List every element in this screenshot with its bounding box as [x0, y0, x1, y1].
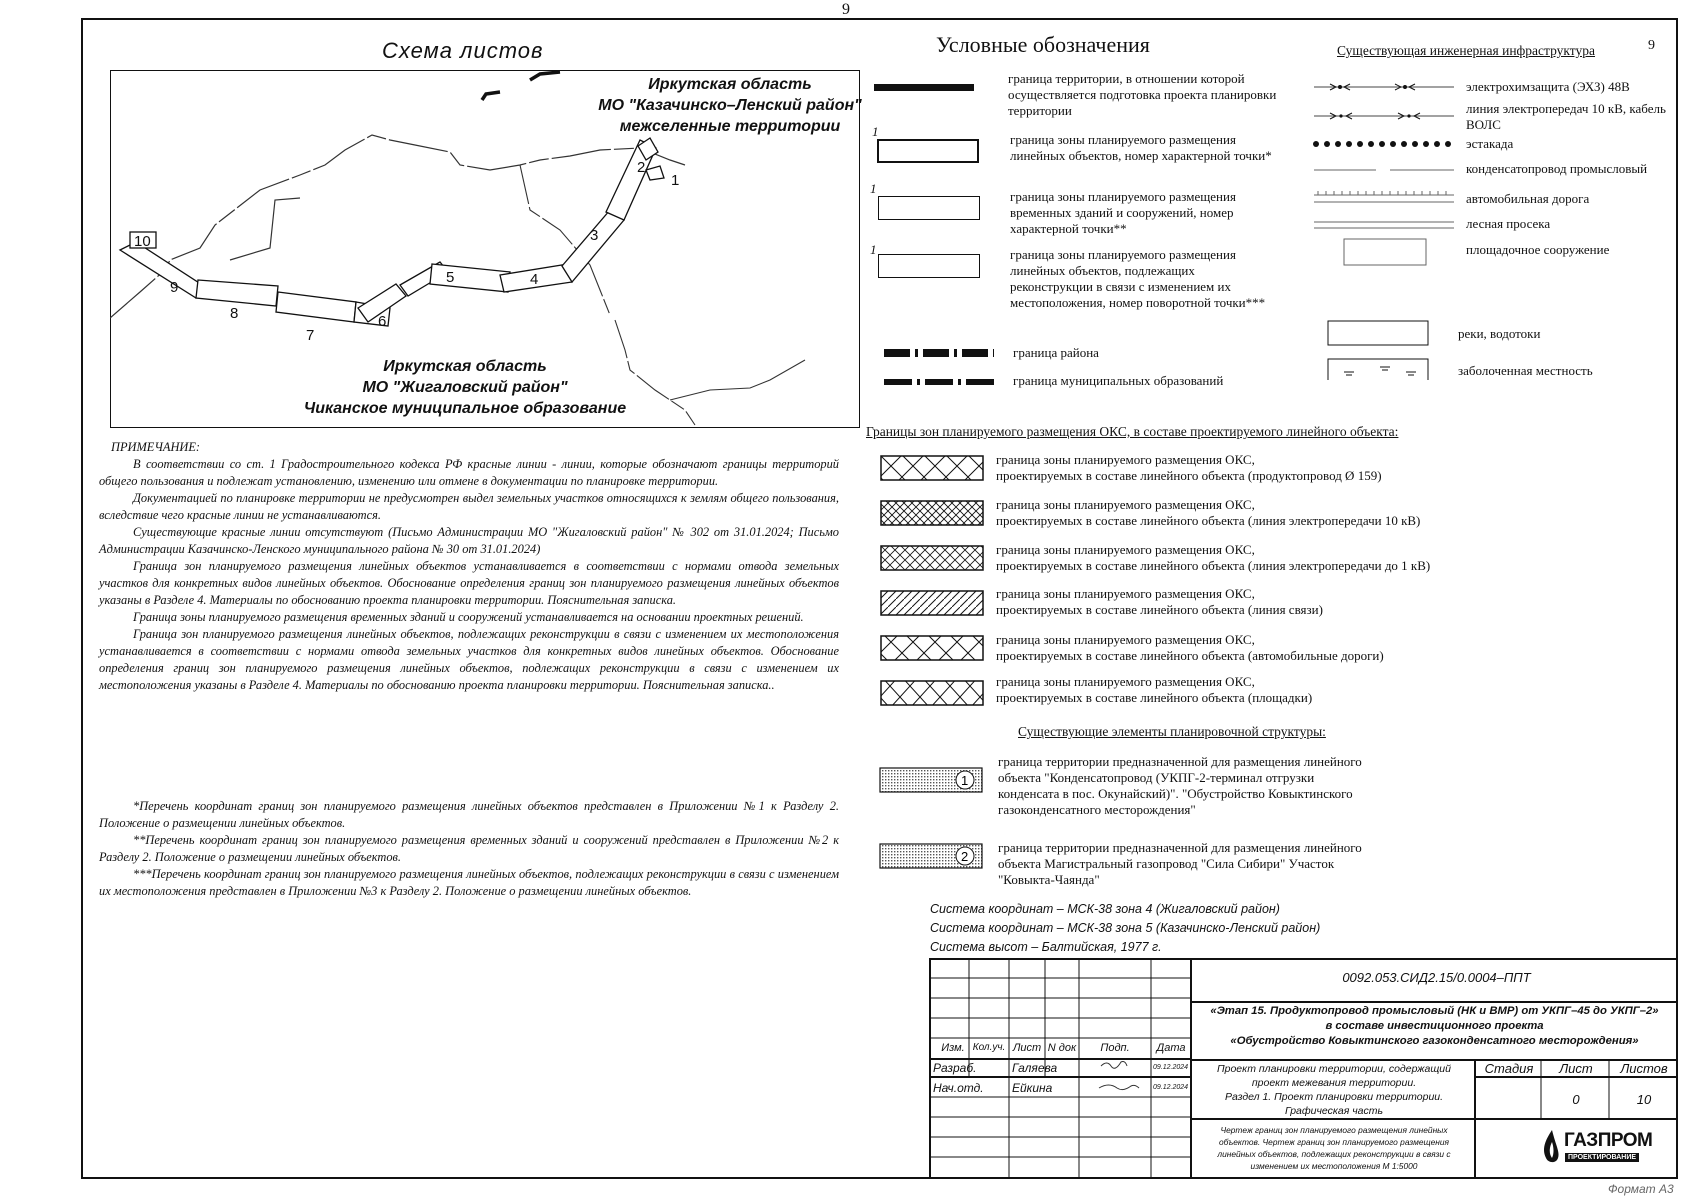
header-kol: Кол.уч. — [972, 1042, 1006, 1053]
forest-clearing-icon — [1314, 222, 1454, 228]
infra-text-ehz: электрохимзащита (ЭХЗ) 48В — [1466, 79, 1630, 94]
note-paragraph: Граница зон планируемого размещения линейных объектов устанавливается в соответствии с нормами отвода земельных участков для конкретных видов линейных объектов. Обоснование определения границ зон планируемого размещения линейных объектов указаны в Разделе 4. Материалы по обоснованию проекта планировки территории. Пояснительная записка. — [99, 559, 839, 607]
coord-systems — [930, 900, 1320, 957]
existing-line: объекта Магистральный газопровод "Сила Сибири" Участок — [998, 856, 1335, 871]
legend-text-reconstruction: граница зоны планируемого размещения линейных объектов, подлежащих реконструкции в связи с изменением их местоположения, номер поворотной точки*** — [1010, 247, 1266, 310]
oks-item-line: проектируемых в составе линейного объекта (линия электропередачи до 1 кВ) — [996, 558, 1431, 573]
notes-body — [99, 456, 839, 694]
infra-text-river: реки, водотоки — [1458, 326, 1541, 341]
reconstruction-swatch — [878, 254, 980, 278]
page-number-top: 9 — [842, 1, 850, 18]
oks-swatches — [880, 455, 984, 707]
project-title — [1191, 1004, 1678, 1049]
project-title-line: в составе инвестиционного проекта — [1325, 1020, 1544, 1032]
sheet-label-4: 4 — [530, 271, 539, 288]
row-role-2: Нач.отд. — [933, 1081, 984, 1095]
legend-text-district: граница района — [1013, 345, 1099, 360]
oks-item-4 — [996, 586, 1323, 618]
infra-text-swamp: заболоченная местность — [1458, 363, 1593, 378]
existing-line: граница территории предназначенной для размещения линейного — [998, 840, 1362, 855]
company-name: ГАЗПРОМ — [1564, 1130, 1653, 1151]
row-name-2: Ейкина — [1012, 1081, 1053, 1095]
row-date-1: 09.12.2024 — [1153, 1064, 1189, 1071]
region-north-line: межселенные территории — [619, 118, 841, 135]
section-title-line: Графическая часть — [1284, 1105, 1384, 1117]
project-title-line: «Обустройство Ковыктинского газоконденсатного месторождения» — [1230, 1035, 1639, 1047]
infra-text-clearing: лесная просека — [1466, 216, 1551, 231]
region-north-line: МО "Казачинско–Ленский район" — [598, 97, 862, 114]
region-south-label — [300, 356, 630, 419]
oks-item-line: проектируемых в составе линейного объекта (линия связи) — [996, 602, 1323, 617]
sheets-label: Листов — [1620, 1061, 1668, 1076]
existing-line: граница территории предназначенной для размещения линейного — [998, 754, 1362, 769]
sheet-label-10: 10 — [134, 233, 151, 250]
sheet-value: 0 — [1572, 1092, 1580, 1107]
existing-line: газоконденсатного месторождения" — [998, 802, 1196, 817]
temp-buildings-swatch — [878, 196, 980, 220]
infra-text-site: площадочное сооружение — [1466, 242, 1610, 257]
oks-item-line: проектируемых в составе линейного объекта (автомобильные дороги) — [996, 648, 1384, 663]
drawing-title-line: изменением их местоположения М 1:5000 — [1250, 1161, 1418, 1171]
territory-border-swatch — [874, 84, 974, 91]
section-title-line: проект межевания территории. — [1251, 1077, 1417, 1089]
sheet-label: Лист — [1559, 1061, 1593, 1076]
header-podp: Подп. — [1100, 1042, 1130, 1054]
coord-system-line: Система координат – МСК-38 зона 4 (Жигаловский район) — [930, 902, 1280, 916]
project-title-line: «Этап 15. Продуктопровод промысловый (НК и ВМР) от УКПГ–45 до УКПГ–2» — [1210, 1005, 1659, 1017]
section-title — [1193, 1062, 1475, 1118]
notes-heading: ПРИМЕЧАНИЕ: — [111, 440, 201, 454]
row-role-1: Разраб. — [933, 1061, 977, 1075]
scheme-title: Схема листов — [382, 38, 544, 63]
sheets-value: 10 — [1636, 1092, 1652, 1107]
existing-line: конденсата в пос. Окунайский)". "Обустройство Ковыктинского — [998, 786, 1353, 801]
infra-text-road: автомобильная дорога — [1466, 191, 1590, 206]
header-list: Лист — [1012, 1042, 1042, 1054]
existing-line: "Ковыкта-Чаянда" — [998, 872, 1100, 887]
sheet-label-2: 2 — [637, 159, 646, 176]
road-icon — [1314, 191, 1454, 202]
infrastructure-swatches — [1310, 80, 1458, 380]
region-north-line: Иркутская область — [648, 76, 812, 93]
oks-item-line: граница зоны планируемого размещения ОКС, — [996, 632, 1255, 647]
legend-text-linear-zone: граница зоны планируемого размещения линейных объектов, номер характерной точки* — [1010, 132, 1272, 163]
company-logo — [1540, 1128, 1660, 1168]
stage-label: Стадия — [1484, 1061, 1534, 1076]
oks-item-1 — [996, 452, 1382, 484]
river-icon — [1328, 321, 1428, 345]
legend-marker-2: 1 — [870, 181, 877, 196]
infrastructure-title: Существующая инженерная инфраструктура — [1337, 43, 1596, 58]
oks-swatch-sites — [881, 681, 983, 705]
swamp-icon — [1328, 359, 1428, 380]
existing-swatches — [879, 767, 985, 871]
note-paragraph: В соответствии со ст. 1 Градостроительного кодекса РФ красные линии - линии, которые обозначают границы территорий общего пользования и подлежат установлению, изменению или отмене в документации по планировке территории. — [99, 457, 839, 488]
existing-item-2 — [998, 840, 1362, 888]
oks-item-3 — [996, 542, 1430, 574]
district-border-swatch — [884, 348, 994, 358]
oks-item-5 — [996, 632, 1384, 664]
sheet-label-1: 1 — [671, 172, 680, 189]
region-south-line: Чиканское муниципальное образование — [303, 400, 627, 417]
header-izm: Изм. — [941, 1042, 965, 1054]
infra-text-condensate: конденсатопровод промысловый — [1466, 161, 1648, 176]
section-title-line: Проект планировки территории, содержащий — [1217, 1063, 1451, 1075]
legend-marker-1: 1 — [872, 124, 879, 139]
oks-title: Границы зон планируемого размещения ОКС, в составе проектируемого линейного объекта: — [866, 424, 1399, 439]
existing-line: объекта "Конденсатопровод (УКПГ-2-терминал отгрузки — [998, 770, 1315, 785]
footnote: ***Перечень координат границ зон планируемого размещения линейных объектов, подлежащих реконструкции в связи с изменением их местоположения представлен в Приложении №3 к Разделу 2. Положение о размещении линейных объектов. — [99, 867, 839, 898]
oks-swatch-roads — [881, 636, 983, 660]
estacade-icon — [1313, 141, 1451, 147]
legend-title: Условные обозначения — [936, 32, 1150, 57]
drawing-title — [1193, 1124, 1475, 1172]
infra-text-estacade: эстакада — [1466, 136, 1514, 151]
oks-item-line: граница зоны планируемого размещения ОКС, — [996, 497, 1255, 512]
header-date: Дата — [1156, 1042, 1186, 1054]
sheet-label-7: 7 — [306, 327, 315, 344]
legend-text-temp-buildings: граница зоны планируемого размещения временных зданий и сооружений, номер характерной точки** — [1010, 189, 1236, 236]
drawing-title-line: объектов. Чертеж границ зон планируемого размещения — [1218, 1137, 1450, 1147]
note-paragraph: Документацией по планировке территории не предусмотрен выдел земельных участков относящихся к землям общего пользования, вследствие чего красные линии не устанавливаются. — [99, 491, 839, 522]
existing-item-1 — [998, 754, 1362, 818]
note-paragraph: Граница зон планируемого размещения линейных объектов, подлежащих реконструкции в связи с изменением их местоположения устанавливается в соответствии с нормами отвода земельных участков для конкретных видов линейных объектов. Обоснование определения границ зон планируемого размещения линейных объектов, подлежащих реконструкции в связи с изменением их местоположения указаны в Разделе 4. Материалы по обоснованию проекта планировки территории. Пояснительная записка.. — [99, 627, 839, 692]
oks-swatch-power-1kv — [881, 546, 983, 570]
format-label: Формат А3 — [1608, 1182, 1674, 1196]
oks-item-line: граница зоны планируемого размещения ОКС, — [996, 674, 1255, 689]
row-date-2: 09.12.2024 — [1153, 1084, 1189, 1091]
oks-swatch-comm-line — [881, 591, 983, 615]
oks-item-line: граница зоны планируемого размещения ОКС, — [996, 542, 1255, 557]
legend-text-municipal: граница муниципальных образований — [1013, 373, 1224, 388]
section-title-line: Раздел 1. Проект планировки территории. — [1224, 1091, 1444, 1103]
signature-nach — [1099, 1085, 1139, 1090]
linear-zone-swatch — [877, 139, 979, 163]
power-line-icon — [1314, 113, 1454, 119]
flame-icon — [1540, 1128, 1564, 1166]
footnote: *Перечень координат границ зон планируемого размещения линейных объектов представлен в Приложении №1 к Разделу 2. Положение о размещении линейных объектов. — [99, 799, 839, 830]
oks-item-line: проектируемых в составе линейного объекта (линия электропередачи 10 кВ) — [996, 513, 1421, 528]
oks-item-2 — [996, 497, 1420, 529]
sheet-label-6: 6 — [378, 313, 387, 330]
sheet-label-8: 8 — [230, 305, 239, 322]
region-south-line: МО "Жигаловский район" — [362, 379, 568, 396]
header-ndok: N док — [1047, 1042, 1077, 1054]
sheet-label-3: 3 — [590, 227, 599, 244]
sheet-label-5: 5 — [446, 269, 455, 286]
oks-item-line: граница зоны планируемого размещения ОКС, — [996, 452, 1255, 467]
note-paragraph: Граница зоны планируемого размещения временных зданий и сооружений устанавливается на основании проектных решений. — [133, 610, 804, 624]
footnotes — [99, 798, 839, 900]
sheet-label-9: 9 — [170, 279, 179, 296]
oks-item-6 — [996, 674, 1312, 706]
site-structure-icon — [1344, 239, 1426, 265]
municipal-border-swatch — [884, 377, 994, 387]
coord-system-line: Система координат – МСК-38 зона 5 (Казачинско-Ленский район) — [930, 921, 1321, 935]
legend-marker-3: 1 — [870, 242, 877, 257]
drawing-title-line: Чертеж границ зон планируемого размещения линейных — [1220, 1125, 1448, 1135]
infra-text-power: линия электропередач 10 кВ, кабель ВОЛС — [1466, 101, 1666, 132]
oks-item-line: проектируемых в составе линейного объекта (площадки) — [996, 690, 1313, 705]
region-north-label — [580, 74, 880, 137]
ehz-line-icon — [1314, 84, 1454, 90]
oks-swatch-power-10kv — [881, 501, 983, 525]
oks-item-line: проектируемых в составе линейного объекта (продуктопровод Ø 159) — [996, 468, 1382, 483]
company-sub: ПРОЕКТИРОВАНИЕ — [1565, 1153, 1639, 1162]
oks-swatch-pipeline — [881, 456, 983, 480]
footnote: **Перечень координат границ зон планируемого размещения временных зданий и сооружений представлен в Приложении №2 к Разделу 2. Положение о размещении линейных объектов. — [99, 833, 839, 864]
oks-item-line: граница зоны планируемого размещения ОКС, — [996, 586, 1255, 601]
signature-razrab — [1101, 1062, 1127, 1069]
page-number-right: 9 — [1648, 38, 1655, 53]
coord-system-line: Система высот – Балтийская, 1977 г. — [930, 940, 1162, 954]
row-name-1: Галяева — [1012, 1061, 1058, 1075]
legend-text-territory: граница территории, в отношении которой осуществляется подготовка проекта планировки территории — [1008, 71, 1277, 118]
doc-code: 0092.053.СИД2.15/0.0004–ППТ — [1342, 970, 1531, 985]
note-paragraph: Существующие красные линии отсутствуют (Письмо Администрации МО "Жигаловский район" № 302 от 31.01.2024; Письмо Администрации Казачинско-Ленского муниципального района № 30 от 31.01.2024) — [99, 525, 839, 556]
existing-marker-1: 1 — [961, 773, 969, 788]
existing-marker-2: 2 — [961, 849, 969, 864]
existing-title: Существующие элементы планировочной структуры: — [1018, 724, 1326, 739]
region-south-line: Иркутская область — [383, 358, 547, 375]
drawing-title-line: линейных объектов, подлежащих реконструкции в связи с — [1217, 1149, 1451, 1159]
